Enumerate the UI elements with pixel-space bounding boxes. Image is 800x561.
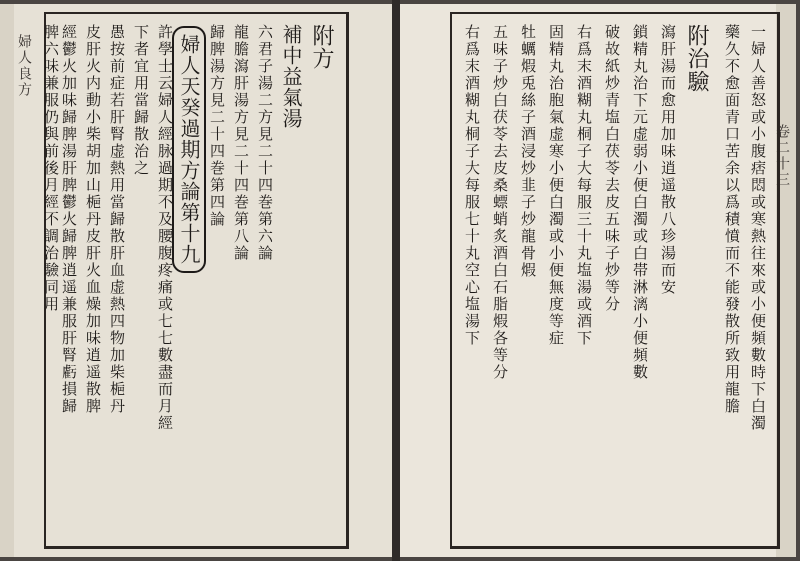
right-text-frame	[450, 12, 780, 549]
text-column: 右爲末酒糊丸桐子大每服三十丸塩湯或酒下	[575, 24, 593, 347]
text-column: 瀉肝湯而愈用加味逍遥散八珍湯而安	[659, 24, 677, 296]
right-margin-text: 卷二十三	[774, 124, 790, 188]
text-column: 一婦人善怒或小腹痞悶或寒熱往來或小便頻數時下白濁	[749, 24, 767, 432]
book-gutter	[392, 0, 400, 561]
text-column: 皮肝火内動小柴胡加山梔丹皮肝火血燥加味逍遥散脾	[84, 24, 102, 415]
formula-name: 歸脾湯方見二十四巻第四論	[208, 24, 226, 228]
ingredients-column: 牡蠣煆兎絲子酒浸炒韭子炒龍骨煆	[519, 24, 537, 279]
text-column: 愚按前症若肝腎虚熱用當歸散肝血虚熱四物加柴梔丹	[108, 24, 126, 415]
left-text-frame	[44, 12, 349, 549]
formula-name: 六君子湯二方見二十四巻第六論	[256, 24, 274, 262]
ingredients-column: 五味子炒白茯苓去皮桑螵蛸炙酒白石脂煆各等分	[491, 24, 509, 381]
left-page	[0, 4, 392, 557]
right-page	[400, 4, 796, 557]
formula-name: 龍膽瀉肝湯方見二十四巻第八論	[232, 24, 250, 262]
formula-name: 鎖精丸治下元虚弱小便白濁或白帯淋漓小便頻數	[631, 24, 649, 381]
formula-name: 補中益氣湯	[279, 24, 303, 129]
text-column: 脾六味兼服仍與前後月經不調治驗同用	[42, 24, 60, 313]
case-record-heading: 附治驗	[684, 24, 709, 93]
text-column: 許學士云婦人經脉過期不及腰腹疼痛或七七數盡而月經	[156, 24, 174, 432]
text-column: 右爲末酒糊丸桐子大每服七十丸空心塩湯下	[463, 24, 481, 347]
ingredients-column: 破故紙炒青塩白茯苓去皮五味子炒等分	[603, 24, 621, 313]
text-column: 經鬱火加味歸脾湯肝脾鬱火歸脾逍遥兼服肝腎虧損歸	[60, 24, 78, 415]
left-page-edge	[0, 4, 14, 557]
formula-name: 固精丸治胞氣虚寒小便白濁或小便無度等症	[547, 24, 565, 347]
section-title-box: 婦人天癸過期方論第十九	[172, 26, 206, 273]
text-column: 下者宜用當歸散治之	[132, 24, 150, 177]
appendix-heading: 附方	[309, 24, 334, 70]
text-column: 藥久不愈面青口苦余以爲積憤而不能發散所致用龍膽	[723, 24, 741, 415]
left-margin-text: 婦人良方	[16, 34, 32, 98]
